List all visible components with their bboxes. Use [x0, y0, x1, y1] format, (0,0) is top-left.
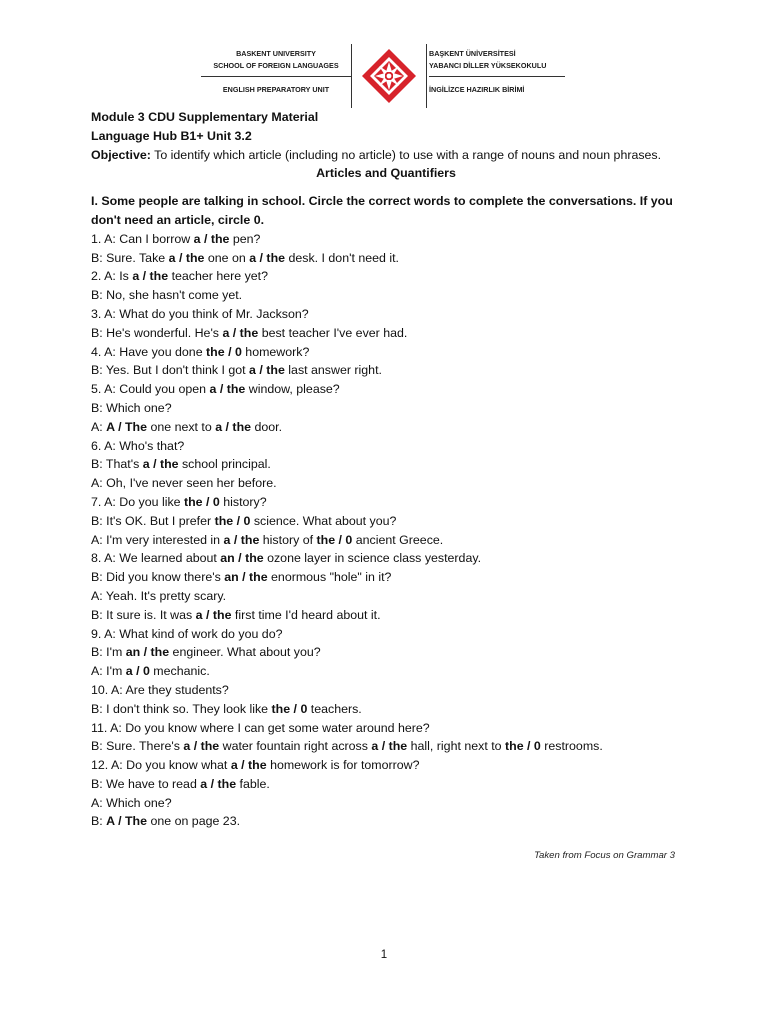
page-number: 1	[380, 949, 388, 961]
dialogue-line	[91, 249, 681, 268]
dialogue-text: enormous "hole" in it?	[267, 570, 392, 585]
article-choice[interactable]: a / the	[142, 457, 179, 472]
dialogue-text: 9. A: What kind of work do you do?	[91, 626, 283, 641]
dialogue-text: 6. A: Who's that?	[91, 438, 185, 453]
dialogue-text: B:	[91, 814, 107, 829]
dialogue-text: hall, right next to	[407, 739, 505, 754]
article-choice[interactable]: a / the	[371, 739, 408, 754]
dialogue-text: B: Sure. There's	[91, 739, 184, 754]
article-choice[interactable]: a / the	[249, 363, 285, 378]
article-choice[interactable]: a / the	[222, 325, 259, 340]
article-choice[interactable]: a / the	[223, 532, 260, 547]
dialogue-text: teachers.	[307, 701, 362, 716]
dialogue-text: history of	[259, 532, 317, 547]
dialogue-text: ozone layer in science class yesterday.	[263, 551, 482, 566]
dialogue-text: water fountain right across	[219, 739, 372, 754]
dialogue-line	[91, 568, 681, 587]
dialogue-line	[91, 794, 681, 813]
dialogue-line	[91, 399, 681, 418]
university-logo-icon	[358, 46, 420, 106]
article-choice[interactable]: a / the	[209, 382, 246, 397]
dialogue-text: history?	[219, 494, 267, 509]
dialogue-text: B: We have to read	[91, 776, 201, 791]
article-choice[interactable]: a / the	[215, 419, 252, 434]
dialogue-line	[91, 812, 681, 831]
objective-label: Objective:	[91, 147, 151, 162]
dialogue-line	[91, 474, 681, 493]
dialogue-line	[91, 681, 681, 700]
dialogue-text: B: That's	[91, 457, 143, 472]
dialogue-line	[91, 737, 681, 756]
dialogue-text: mechanic.	[149, 664, 210, 679]
dialogue-text: B: I don't think so. They look like	[91, 701, 272, 716]
article-choice[interactable]: a / the	[132, 269, 169, 284]
dialogue-text: 8. A: We learned about	[91, 551, 221, 566]
dialogue-text: B: No, she hasn't come yet.	[91, 288, 243, 303]
dialogue-line	[91, 493, 681, 512]
dialogue-text: B: Sure. Take	[91, 250, 169, 265]
dialogue-line	[91, 719, 681, 738]
article-choice[interactable]: a / 0	[125, 664, 150, 679]
dialogue-text: B: He's wonderful. He's	[91, 325, 223, 340]
dialogue-line	[91, 756, 681, 775]
spacer	[91, 183, 681, 192]
objective	[91, 146, 681, 165]
article-choice[interactable]: A / The	[106, 814, 148, 829]
article-choice[interactable]: the / 0	[206, 344, 242, 359]
exercise-lines	[91, 230, 681, 832]
dialogue-text: fable.	[236, 776, 270, 791]
dialogue-text: pen?	[229, 231, 261, 246]
dialogue-text: best teacher I've ever had.	[258, 325, 408, 340]
article-choice[interactable]: the / 0	[271, 701, 308, 716]
dialogue-text: 7. A: Do you like	[91, 494, 184, 509]
dialogue-line	[91, 286, 681, 305]
dialogue-line	[91, 418, 681, 437]
dialogue-line	[91, 700, 681, 719]
dialogue-text: 5. A: Could you open	[91, 382, 210, 397]
dialogue-line	[91, 662, 681, 681]
header-university-tr: BAŞKENT ÜNİVERSİTESİ	[429, 49, 516, 58]
article-choice[interactable]: a / the	[200, 776, 237, 791]
article-choice[interactable]: the / 0	[214, 513, 251, 528]
header-unit-en: ENGLISH PREPARATORY UNIT	[222, 85, 330, 94]
header-divider-left	[201, 76, 351, 77]
dialogue-text: 3. A: What do you think of Mr. Jackson?	[91, 306, 309, 321]
header-vertical-divider	[351, 44, 352, 108]
dialogue-text: school principal.	[178, 457, 271, 472]
article-choice[interactable]: the / 0	[316, 532, 353, 547]
dialogue-text: B: I'm	[91, 645, 126, 660]
dialogue-text: engineer. What about you?	[169, 645, 321, 660]
dialogue-text: one on page 23.	[147, 814, 241, 829]
dialogue-line	[91, 324, 681, 343]
dialogue-line	[91, 775, 681, 794]
dialogue-line	[91, 343, 681, 362]
dialogue-text: B: It's OK. But I prefer	[91, 513, 215, 528]
header-school-en: SCHOOL OF FOREIGN LANGUAGES	[213, 61, 339, 70]
institution-header	[201, 44, 565, 108]
dialogue-text: homework?	[241, 344, 310, 359]
article-choice[interactable]: a / the	[168, 250, 205, 265]
dialogue-text: A:	[91, 419, 107, 434]
dialogue-text: one on	[204, 250, 250, 265]
dialogue-text: science. What about you?	[250, 513, 397, 528]
dialogue-text: restrooms.	[540, 739, 603, 754]
article-choice[interactable]: the / 0	[183, 494, 220, 509]
header-vertical-divider	[426, 44, 427, 108]
article-choice[interactable]: an / the	[224, 570, 268, 585]
article-choice[interactable]: the / 0	[505, 739, 541, 754]
dialogue-text: B: Which one?	[91, 400, 172, 415]
dialogue-text: B: Yes. But I don't think I got	[91, 363, 250, 378]
dialogue-line	[91, 606, 681, 625]
dialogue-text: 2. A: Is	[91, 269, 133, 284]
dialogue-text: door.	[251, 419, 283, 434]
dialogue-line	[91, 361, 681, 380]
dialogue-line	[91, 267, 681, 286]
dialogue-text: last answer right.	[284, 363, 382, 378]
header-school-tr: YABANCI DİLLER YÜKSEKOKULU	[429, 61, 547, 70]
article-choice[interactable]: a / the	[249, 250, 286, 265]
dialogue-line	[91, 587, 681, 606]
worksheet-body	[91, 108, 681, 831]
dialogue-line	[91, 380, 681, 399]
dialogue-line	[91, 625, 681, 644]
dialogue-text: window, please?	[245, 382, 340, 397]
dialogue-text: teacher here yet?	[168, 269, 269, 284]
dialogue-text: desk. I don't need it.	[285, 250, 399, 265]
objective-text: To identify which article (including no article) to use with a range of nouns and noun phrases.	[150, 147, 662, 162]
dialogue-line	[91, 512, 681, 531]
header-university-en: BASKENT UNIVERSITY	[236, 49, 316, 58]
dialogue-text: 4. A: Have you done	[91, 344, 207, 359]
dialogue-text: A: Which one?	[91, 795, 172, 810]
header-unit-tr: İNGİLİZCE HAZIRLIK BİRİMİ	[429, 85, 525, 94]
section-title: Articles and Quantifiers	[316, 166, 456, 181]
article-choice[interactable]: an / the	[220, 551, 264, 566]
source-credit: Taken from Focus on Grammar 3	[534, 850, 675, 861]
article-choice[interactable]: a / the	[195, 607, 232, 622]
dialogue-line	[91, 230, 681, 249]
dialogue-text: A: Oh, I've never seen her before.	[91, 476, 277, 491]
dialogue-text: B: It sure is. It was	[91, 607, 196, 622]
dialogue-line	[91, 531, 681, 550]
header-divider-right	[429, 76, 565, 77]
article-choice[interactable]: a / the	[230, 758, 267, 773]
dialogue-text: 10. A: Are they students?	[91, 682, 229, 697]
dialogue-text: 11. A: Do you know where I can get some water around here?	[91, 720, 430, 735]
dialogue-line	[91, 305, 681, 324]
dialogue-text: A: Yeah. It's pretty scary.	[91, 588, 227, 603]
module-title: Module 3 CDU Supplementary Material	[91, 110, 319, 124]
unit-title: Language Hub B1+ Unit 3.2	[91, 128, 252, 143]
article-choice[interactable]: an / the	[125, 645, 170, 660]
dialogue-text: A: I'm	[91, 664, 126, 679]
dialogue-text: B: Did you know there's	[91, 570, 225, 585]
article-choice[interactable]: a / the	[193, 231, 230, 246]
dialogue-line	[91, 455, 681, 474]
dialogue-text: 12. A: Do you know what	[91, 758, 231, 773]
dialogue-line	[91, 437, 681, 456]
dialogue-text: A: I'm very interested in	[91, 532, 224, 547]
dialogue-text: 1. A: Can I borrow	[91, 231, 194, 246]
article-choice[interactable]: a / the	[183, 739, 220, 754]
dialogue-text: one next to	[147, 419, 216, 434]
article-choice[interactable]: A / The	[106, 419, 148, 434]
dialogue-text: first time I'd heard about it.	[231, 607, 381, 622]
dialogue-text: homework is for tomorrow?	[266, 758, 420, 773]
dialogue-line	[91, 549, 681, 568]
dialogue-text: ancient Greece.	[352, 532, 444, 547]
dialogue-line	[91, 643, 681, 662]
exercise-instructions: I. Some people are talking in school. Circle the correct words to complete the conversations. If you don't need an article, circle 0.	[91, 194, 673, 227]
